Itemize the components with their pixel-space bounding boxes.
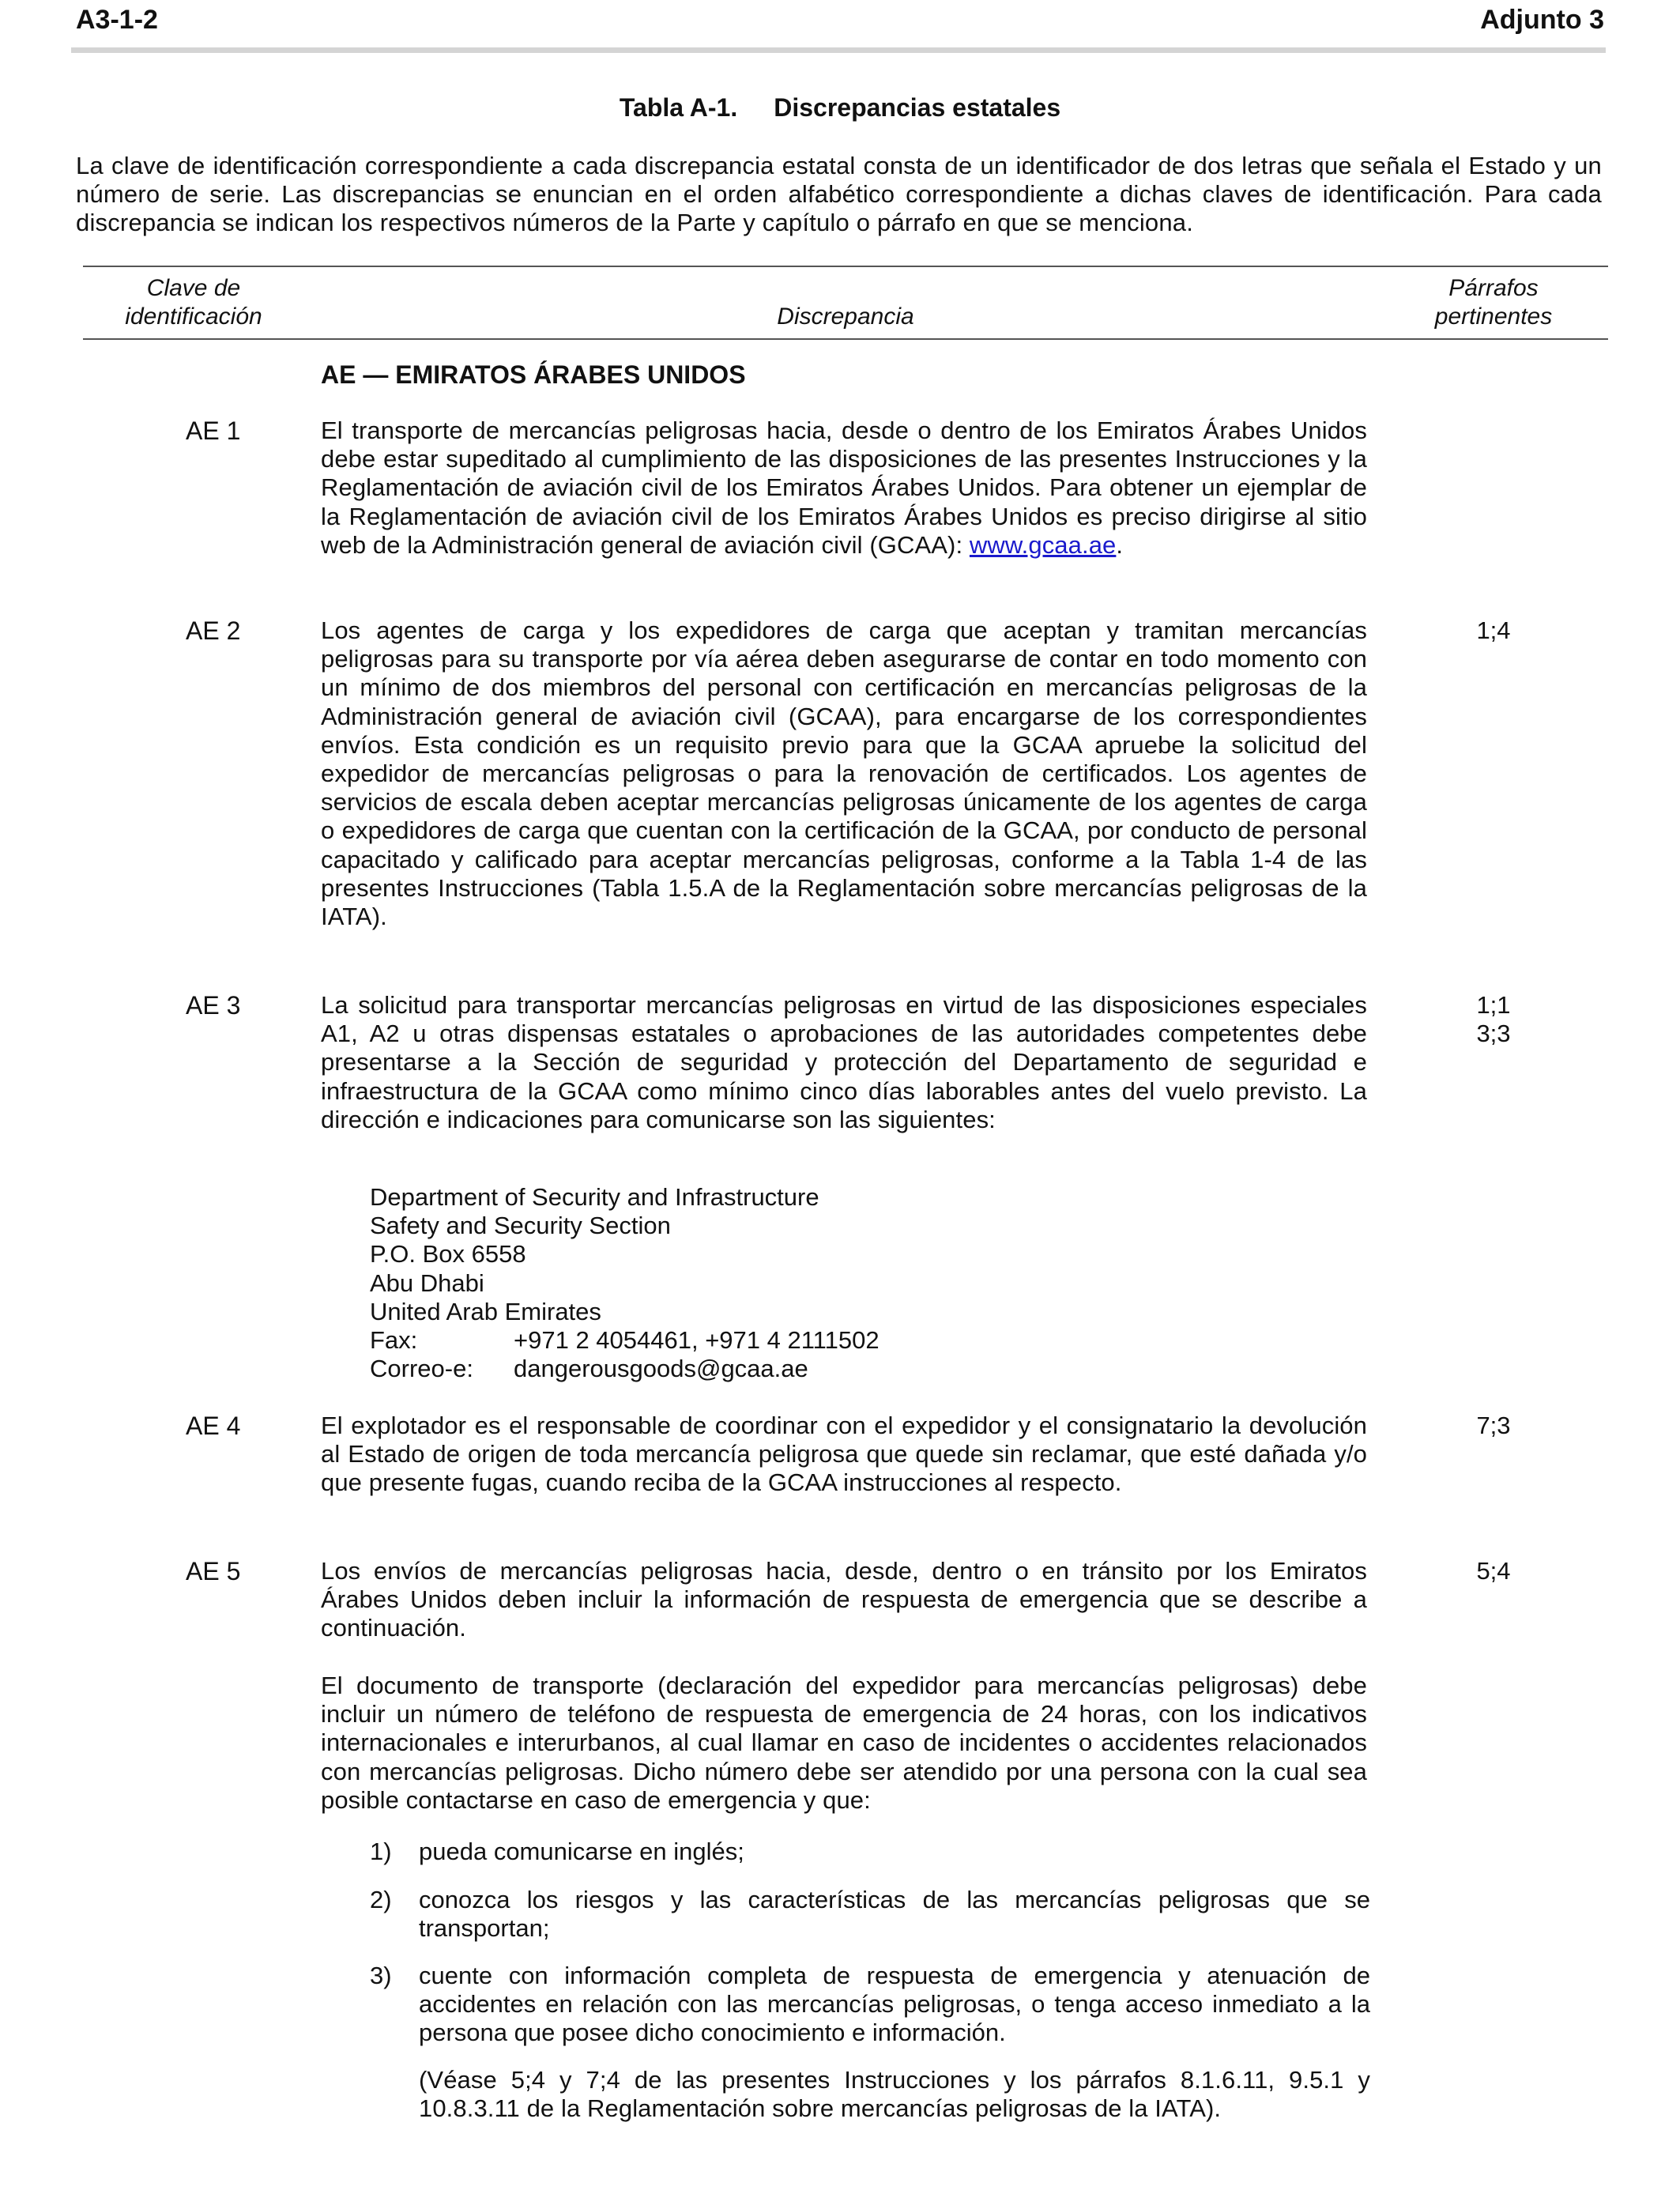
email-address: dangerousgoods@gcaa.ae xyxy=(514,1355,808,1383)
list-item: 2) conozca los riesgos y las características de las mercancías peligrosas que se transportan; xyxy=(370,1886,1370,1943)
entry-paragraphs: 1;1 3;3 xyxy=(1476,991,1511,1048)
email-row: Correo-e: dangerousgoods@gcaa.ae xyxy=(370,1355,808,1383)
fax-row: Fax: +971 2 4054461, +971 4 2111502 xyxy=(370,1326,880,1355)
section-heading: AE — EMIRATOS ÁRABES UNIDOS xyxy=(321,360,746,389)
entry-text: El transporte de mercancías peligrosas hacia, desde o dentro de los Emiratos Árabes Unidos debe estar supeditado al cumplimiento de las disposiciones de las presentes Instrucciones y la Reglamentación de aviación civil de los Emiratos Árabes Unidos. Para obtener un ejemplar de la Reglamentación de aviación civil de los Emiratos Árabes Unidos es preciso dirigirse al sitio web de la Administración general de aviación civil (GCAA): www.gcaa.ae. xyxy=(321,417,1367,559)
table-name: Discrepancias estatales xyxy=(774,93,1061,122)
entry-key: AE 5 xyxy=(186,1557,241,1585)
list-item: 1) pueda comunicarse en inglés; xyxy=(370,1838,744,1865)
entry-paragraphs: 5;4 xyxy=(1476,1557,1511,1585)
header-rule xyxy=(71,47,1606,53)
column-header-discrepancy: Discrepancia xyxy=(777,303,914,330)
column-header-key: Clave de identificación xyxy=(125,275,262,330)
reference-note: (Véase 5;4 y 7;4 de las presentes Instrucciones y los párrafos 8.1.6.11, 9.5.1 y 10.8.3.11 de la Reglamentación sobre mercancías peligrosas de la IATA). xyxy=(419,2066,1370,2123)
table-label: Tabla A-1. xyxy=(619,93,738,122)
table-title xyxy=(0,92,1680,123)
table-top-rule xyxy=(83,266,1608,267)
attachment-label: Adjunto 3 xyxy=(1480,5,1604,35)
entry-text-continued: El documento de transporte (declaración del expedidor para mercancías peligrosas) debe incluir un número de teléfono de respuesta de emergencia de 24 horas, con los indicativos internacionales e interurbanos, al cual llamar en caso de incidentes o accidentes relacionados con mercancías peligrosas. Dicho número debe ser atendido por una persona con la cual sea posible contactarse en caso de emergencia y que: xyxy=(321,1672,1367,1814)
list-item: 3) cuente con información completa de respuesta de emergencia y atenuación de accidentes en relación con las mercancías peligrosas, o tenga acceso inmediato a la persona que posee dicho conocimiento e información. xyxy=(370,1962,1370,2047)
entry-key: AE 3 xyxy=(186,991,241,1020)
entry-text: La solicitud para transportar mercancías peligrosas en virtud de las disposiciones especiales A1, A2 u otras dispensas estatales o aprobaciones de las autoridades competentes debe presentarse a la Sección de seguridad y protección del Departamento de seguridad e infraestructura de la GCAA como mínimo cinco días laborables antes del vuelo previsto. La dirección e indicaciones para comunicarse son las siguientes: xyxy=(321,991,1367,1133)
contact-address: Department of Security and Infrastructure Safety and Security Section P.O. Box 6558 Abu Dhabi United Arab Emirates Fax: +971 2 4054461, +971 4 2111502 Correo-e: dangerousgoods@gcaa.ae xyxy=(370,1183,880,1383)
entry-text: Los agentes de carga y los expedidores de carga que aceptan y tramitan mercancías peligrosas para su transporte por vía aérea deben asegurarse de contar en todo momento con un mínimo de dos miembros del personal con certificación en mercancías peligrosas de la Administración general de aviación civil (GCAA), para encargarse de los correspondientes envíos. Esta condición es un requisito previo para que la GCAA apruebe la solicitud del expedidor de mercancías peligrosas o para la renovación de certificados. Los agentes de servicios de escala deben aceptar mercancías peligrosas únicamente de los agentes de carga o expedidores de carga que cuentan con la certificación de la GCAA, por conducto de personal capacitado y calificado para aceptar mercancías peligrosas, conforme a la Tabla 1-4 de las presentes Instrucciones (Tabla 1.5.A de la Reglamentación sobre mercancías peligrosas de la IATA). xyxy=(321,616,1367,931)
entry-key: AE 4 xyxy=(186,1412,241,1440)
table-header-rule xyxy=(83,338,1608,340)
entry-text: Los envíos de mercancías peligrosas hacia, desde, dentro o en tránsito por los Emiratos Árabes Unidos deben incluir la información de respuesta de emergencia que se describe a continuación. xyxy=(321,1557,1367,1642)
column-header-paragraphs: Párrafos pertinentes xyxy=(1434,275,1553,330)
entry-key: AE 2 xyxy=(186,616,241,645)
gcaa-website-link[interactable]: www.gcaa.ae xyxy=(969,530,1117,559)
intro-paragraph: La clave de identificación correspondiente a cada discrepancia estatal consta de un identificador de dos letras que señala el Estado y un número de serie. Las discrepancias se enuncian en el orden alfabético correspondiente a dichas claves de identificación. Para cada discrepancia se indican los respectivos números de la Parte y capítulo o párrafo en que se menciona. xyxy=(76,152,1602,236)
entry-key: AE 1 xyxy=(186,417,241,445)
entry-text: El explotador es el responsable de coordinar con el expedidor y el consignatario la devolución al Estado de origen de toda mercancía peligrosa que quede sin reclamar, que esté dañada y/o que presente fugas, cuando reciba de la GCAA instrucciones al respecto. xyxy=(321,1412,1367,1497)
entry-paragraphs: 1;4 xyxy=(1476,616,1511,644)
entry-paragraphs: 7;3 xyxy=(1476,1412,1511,1439)
page-number: A3-1-2 xyxy=(76,5,158,35)
